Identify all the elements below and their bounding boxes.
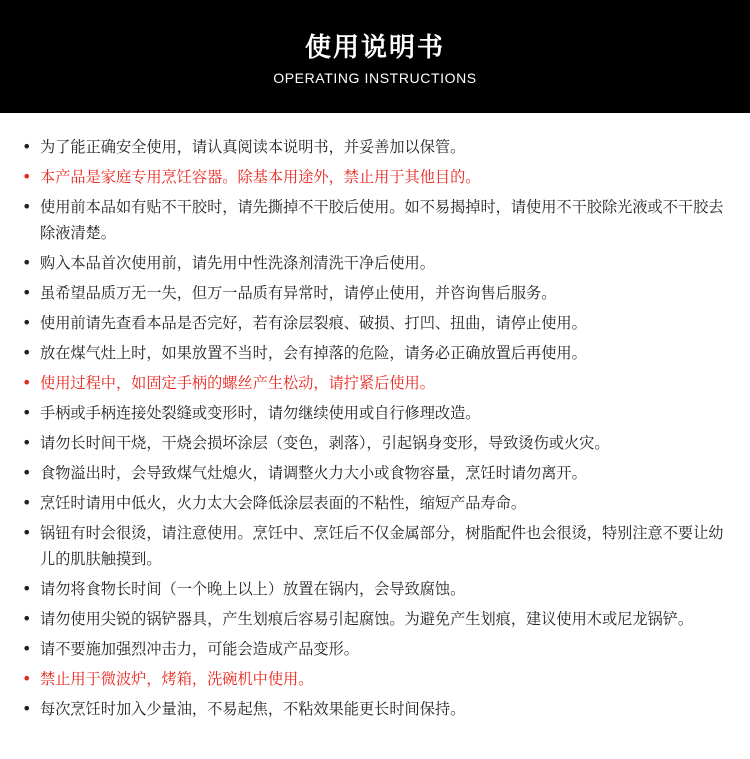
bullet-icon: • [22,523,32,542]
instruction-item [22,194,724,246]
bullet-icon: • [22,137,32,156]
instruction-text: 请勿长时间干烧，干烧会损坏涂层（变色，剥落），引起锅身变形，导致烫伤或火灾。 [40,434,610,452]
instruction-text: 手柄或手柄连接处裂缝或变形时，请勿继续使用或自行修理改造。 [40,404,481,422]
bullet-icon: • [22,609,32,628]
instruction-text: 请勿将食物长时间（一个晚上以上）放置在锅内，会导致腐蚀。 [40,580,466,598]
instruction-item [22,430,724,456]
bullet-icon: • [22,579,32,598]
page-title: 使用说明书 [304,33,445,63]
instruction-text: 请不要施加强烈冲击力，可能会造成产品变形。 [40,640,359,658]
page-subtitle: OPERATING INSTRUCTIONS [273,70,477,86]
warning-instruction-item [22,164,724,190]
instruction-text: 使用前请先查看本品是否完好，若有涂层裂痕、破损、打凹、扭曲，请停止使用。 [40,314,587,332]
instruction-text: 食物溢出时，会导致煤气灶熄火，请调整火力大小或食物容量，烹饪时请勿离开。 [40,464,587,482]
instruction-item [22,310,724,336]
bullet-icon: • [22,343,32,362]
bullet-icon: • [22,167,32,186]
bullet-icon: • [22,373,32,392]
instruction-text: 使用过程中，如固定手柄的螺丝产生松动，请拧紧后使用。 [40,374,435,392]
warning-instruction-item [22,666,724,692]
instruction-text: 购入本品首次使用前，请先用中性洗涤剂清洗干净后使用。 [40,254,435,272]
instruction-item [22,490,724,516]
bullet-icon: • [22,669,32,688]
instruction-text: 使用前本品如有贴不干胶时，请先撕掉不干胶后使用。如不易揭掉时，请使用不干胶除光液或不干胶去除液清楚。 [40,198,724,242]
bullet-icon: • [22,313,32,332]
instruction-list [0,113,750,722]
bullet-icon: • [22,283,32,302]
bullet-icon: • [22,639,32,658]
bullet-icon: • [22,433,32,452]
instruction-item [22,460,724,486]
bullet-icon: • [22,253,32,272]
instruction-text: 本产品是家庭专用烹饪容器。除基本用途外，禁止用于其他目的。 [40,168,481,186]
instruction-item [22,696,724,722]
instruction-item [22,576,724,602]
instruction-item [22,636,724,662]
instruction-text: 虽希望品质万无一失，但万一品质有异常时，请停止使用，并咨询售后服务。 [40,284,557,302]
bullet-icon: • [22,197,32,216]
instruction-text: 禁止用于微波炉，烤箱，洗碗机中使用。 [40,670,314,688]
instruction-item [22,606,724,632]
warning-instruction-item [22,370,724,396]
instruction-text: 烹饪时请用中低火，火力太大会降低涂层表面的不粘性，缩短产品寿命。 [40,494,526,512]
instruction-text: 请勿使用尖锐的锅铲器具，产生划痕后容易引起腐蚀。为避免产生划痕，建议使用木或尼龙锅铲。 [40,610,694,628]
instruction-item [22,340,724,366]
bullet-icon: • [22,699,32,718]
instruction-item [22,400,724,426]
instruction-text: 为了能正确安全使用，请认真阅读本说明书，并妥善加以保管。 [40,138,466,156]
instruction-item [22,280,724,306]
bullet-icon: • [22,463,32,482]
bullet-icon: • [22,403,32,422]
instruction-text: 锅钮有时会很烫，请注意使用。烹饪中、烹饪后不仅金属部分，树脂配件也会很烫，特别注意不要让幼儿的肌肤触摸到。 [40,524,724,568]
instruction-item [22,134,724,160]
instruction-item [22,520,724,572]
instruction-item [22,250,724,276]
instruction-text: 放在煤气灶上时，如果放置不当时，会有掉落的危险，请务必正确放置后再使用。 [40,344,587,362]
instruction-text: 每次烹饪时加入少量油，不易起焦，不粘效果能更长时间保持。 [40,700,466,718]
header-banner [0,0,750,113]
bullet-icon: • [22,493,32,512]
